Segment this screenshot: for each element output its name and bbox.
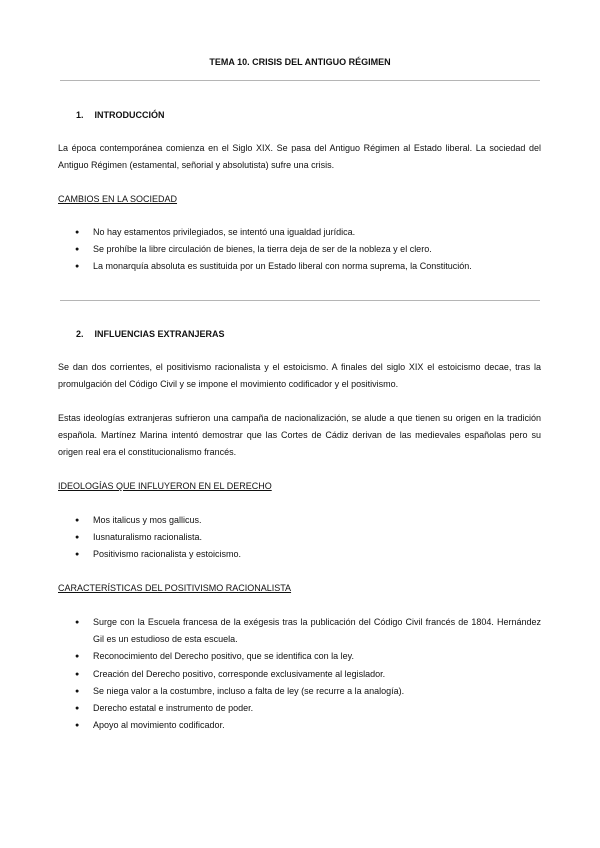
list-item: ● Se niega valor a la costumbre, incluso a falta de ley (se recurre a la analogía). [58,683,541,700]
list-item: ● Reconocimiento del Derecho positivo, que se identifica con la ley. [58,648,541,665]
list-item: ● Surge con la Escuela francesa de la exégesis tras la publicación del Código Civil francés de 1804. Hernández Gil es un estudioso de esta escuela. [58,614,541,648]
list-item: ● Iusnaturalismo racionalista. [58,529,541,546]
subheading-caracteristicas: CARACTERÍSTICAS DEL POSITIVISMO RACIONALISTA [58,583,292,593]
bullet-list-ideologias [58,512,541,564]
section-heading-introduccion [76,110,165,120]
subheading-cambios-sociedad: CAMBIOS EN LA SOCIEDAD [58,194,178,204]
subheading-ideologias: IDEOLOGÍAS QUE INFLUYERON EN EL DERECHO [58,481,272,491]
paragraph: Se dan dos corrientes, el positivismo racionalista y el estoicismo. A finales del siglo XIX el estoicismo decae, tras la promulgación del Código Civil y se impone el movimiento codificador y el positivismo. [58,362,541,390]
section-number: 2. [76,329,84,339]
section-heading-influencias [76,329,225,339]
document-title: TEMA 10. CRISIS DEL ANTIGUO RÉGIMEN [209,57,391,67]
list-item: ● La monarquía absoluta es sustituida por un Estado liberal con norma suprema, la Constitución. [58,258,541,275]
list-item: ● Apoyo al movimiento codificador. [58,717,541,734]
section-title: INTRODUCCIÓN [94,110,165,120]
bullet-list-caracteristicas [58,614,541,734]
list-item: ● Derecho estatal e instrumento de poder. [58,700,541,717]
list-item: ● Se prohíbe la libre circulación de bienes, la tierra deja de ser de la nobleza y el clero. [58,241,541,258]
section-title: INFLUENCIAS EXTRANJERAS [94,329,225,339]
list-item: ● Mos italicus y mos gallicus. [58,512,541,529]
paragraph: La época contemporánea comienza en el Siglo XIX. Se pasa del Antiguo Régimen al Estado liberal. La sociedad del Antiguo Régimen (estamental, señorial y absolutista) sufre una crisis. [58,143,541,171]
paragraph: Estas ideologías extranjeras sufrieron una campaña de nacionalización, se alude a que tienen su origen en la tradición española. Martínez Marina intentó demostrar que las Cortes de Cádiz derivan de las medievales españolas pero su origen real era el constitucionalismo francés. [58,413,541,458]
bullet-list-cambios [58,224,541,276]
divider [60,300,540,301]
section-number: 1. [76,110,84,120]
list-item: ● Creación del Derecho positivo, corresponde exclusivamente al legislador. [58,666,541,683]
list-item: ● Positivismo racionalista y estoicismo. [58,546,541,563]
list-item: ● No hay estamentos privilegiados, se intentó una igualdad jurídica. [58,224,541,241]
divider [60,80,540,81]
